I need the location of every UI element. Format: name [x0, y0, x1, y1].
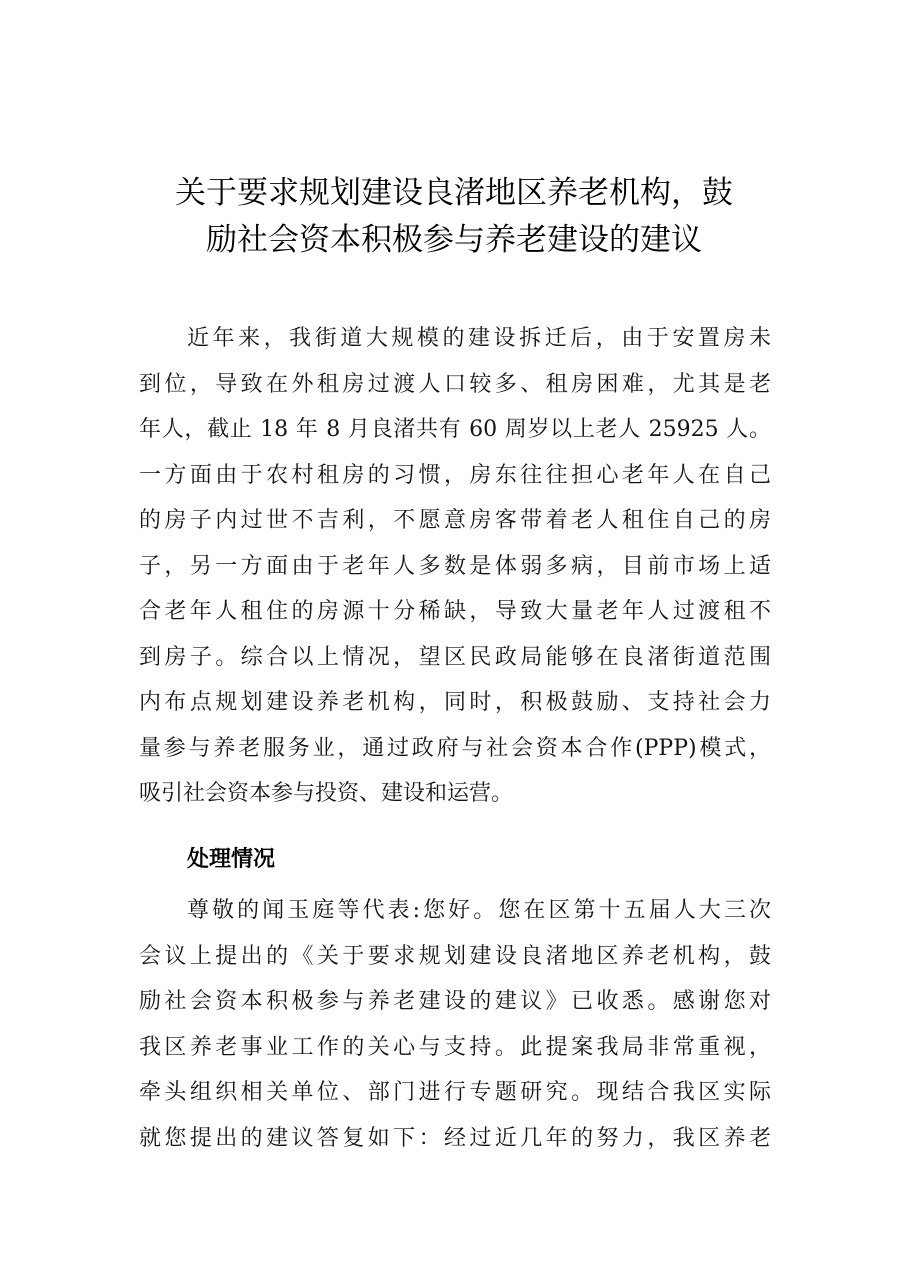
- paragraph-line: 尊敬的闻玉庭等代表:您好。您在区第十五届人大三次: [187, 898, 771, 923]
- paragraph-line: 励社会资本积极参与养老建设的建议》已收悉。感谢您对: [139, 989, 771, 1014]
- paragraph-line: 量参与养老服务业，通过政府与社会资本合作(PPP)模式，: [139, 735, 771, 761]
- paragraph-line: 吸引社会资本参与投资、建设和运营。: [139, 781, 514, 806]
- paragraph-line: 的房子内过世不吉利，不愿意房客带着老人租住自己的房: [139, 508, 771, 533]
- document-title: [120, 170, 788, 264]
- title-line-2: 励社会资本积极参与养老建设的建议: [206, 222, 702, 258]
- paragraph-line: 到房子。综合以上情况，望区民政局能够在良渚街道范围: [139, 644, 771, 670]
- paragraph-line: 子，另一方面由于老年人多数是体弱多病，目前市场上适: [139, 553, 771, 579]
- paragraph-line: 牵头组织相关单位、部门进行专题研究。现结合我区实际: [139, 1080, 771, 1105]
- paragraph-line: 年人，截止 18 年 8 月良渚共有 60 周岁以上老人 25925 人。: [139, 417, 771, 442]
- paragraph-line: 合老年人租住的房源十分稀缺，导致大量老年人过渡租不: [139, 599, 771, 624]
- paragraph-line: 我区养老事业工作的关心与支持。此提案我局非常重视，: [139, 1034, 771, 1060]
- paragraph-line: 会议上提出的《关于要求规划建设良渚地区养老机构，鼓: [139, 943, 771, 969]
- paragraph-line: 就您提出的建议答复如下：经过近几年的努力，我区养老: [139, 1125, 771, 1151]
- paragraph-line: 一方面由于农村租房的习惯，房东往往担心老年人在自己: [139, 462, 771, 488]
- section-heading: 处理情况: [187, 847, 276, 872]
- paragraph-response: [139, 888, 771, 1161]
- paragraph-line: 内布点规划建设养老机构，同时，积极鼓励、支持社会力: [139, 690, 771, 715]
- paragraph-proposal: [139, 316, 771, 817]
- paragraph-line: 到位，导致在外租房过渡人口较多、租房困难，尤其是老: [139, 371, 771, 397]
- paragraph-line: 近年来，我街道大规模的建设拆迁后，由于安置房未: [187, 326, 771, 351]
- title-line-1: 关于要求规划建设良渚地区养老机构，鼓: [175, 175, 733, 211]
